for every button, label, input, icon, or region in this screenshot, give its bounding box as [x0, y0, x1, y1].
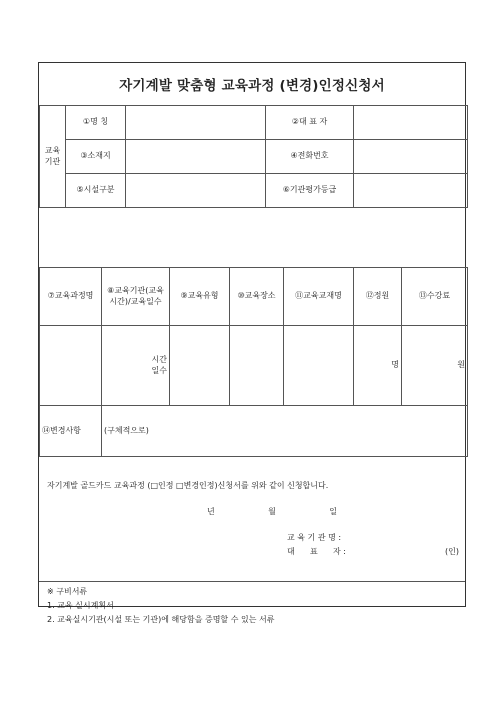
capacity-unit: 명: [391, 360, 399, 370]
course-textbook-field[interactable]: [284, 326, 354, 406]
course-capacity-field[interactable]: [354, 326, 402, 406]
application-form: [38, 62, 466, 624]
facility-label: ⑤시설구분: [66, 174, 126, 208]
course-duration-header: ⑧교육기관(교육시간)/교육일수: [102, 268, 170, 326]
phone-label: ④전화번호: [266, 140, 354, 174]
time-unit: 시간: [151, 354, 167, 364]
days-unit: 일수: [151, 365, 167, 375]
grade-field[interactable]: [354, 174, 468, 208]
name-label: ①명 칭: [66, 106, 126, 140]
course-capacity-header: ⑫정원: [354, 268, 402, 326]
facility-field[interactable]: [126, 174, 266, 208]
address-field[interactable]: [126, 140, 266, 174]
course-type-header: ⑨교육유형: [170, 268, 230, 326]
course-type-field[interactable]: [170, 326, 230, 406]
attachment-item: 2. 교육실시기관(시설 또는 기관)에 해당함을 증명할 수 있는 서류: [47, 615, 275, 624]
attachment-item: 1. 교육 실시계획서: [47, 601, 114, 610]
course-place-header: ⑩교육장소: [230, 268, 284, 326]
institution-name-signature: 교 육 기 관 명 :: [287, 533, 342, 542]
declaration-sentence: 자기계발 골드카드 교육과정 (□인정 □변경인정)신청서를 위와 같이 신청합니다.: [47, 481, 329, 490]
course-textbook-header: ⑪교육교재명: [284, 268, 354, 326]
representative-signature: 대 표 자 :: [287, 547, 346, 556]
attachments-heading: ※ 구비서류: [47, 587, 88, 596]
change-field[interactable]: [102, 406, 468, 457]
form-title: 자기계발 맞춤형 교육과정 (변경)인정신청서: [119, 78, 385, 94]
seal-mark: (인): [445, 547, 459, 556]
fee-unit: 원: [457, 360, 465, 370]
change-hint: (구체적으로): [104, 425, 149, 435]
rep-field[interactable]: [354, 106, 468, 140]
change-label: ⑭변경사항: [40, 406, 102, 457]
grade-label: ⑥기관평가등급: [266, 174, 354, 208]
course-name-header: ⑦교육과정명: [40, 268, 102, 326]
course-fee-field[interactable]: [402, 326, 468, 406]
course-place-field[interactable]: [230, 326, 284, 406]
year-label: 년: [207, 507, 215, 516]
name-field[interactable]: [126, 106, 266, 140]
day-label: 일: [329, 507, 337, 516]
address-label: ③소재지: [66, 140, 126, 174]
course-table: [39, 267, 468, 406]
institution-table: [39, 105, 468, 208]
change-table: [39, 405, 468, 457]
phone-field[interactable]: [354, 140, 468, 174]
course-name-field[interactable]: [40, 326, 102, 406]
declaration-section: [39, 456, 465, 582]
course-duration-field[interactable]: [102, 326, 170, 406]
date-line: [207, 506, 337, 517]
course-fee-header: ⑬수강료: [402, 268, 468, 326]
institution-section-label: 교육 기관: [40, 106, 66, 208]
rep-label: ②대 표 자: [266, 106, 354, 140]
month-label: 월: [268, 507, 276, 516]
